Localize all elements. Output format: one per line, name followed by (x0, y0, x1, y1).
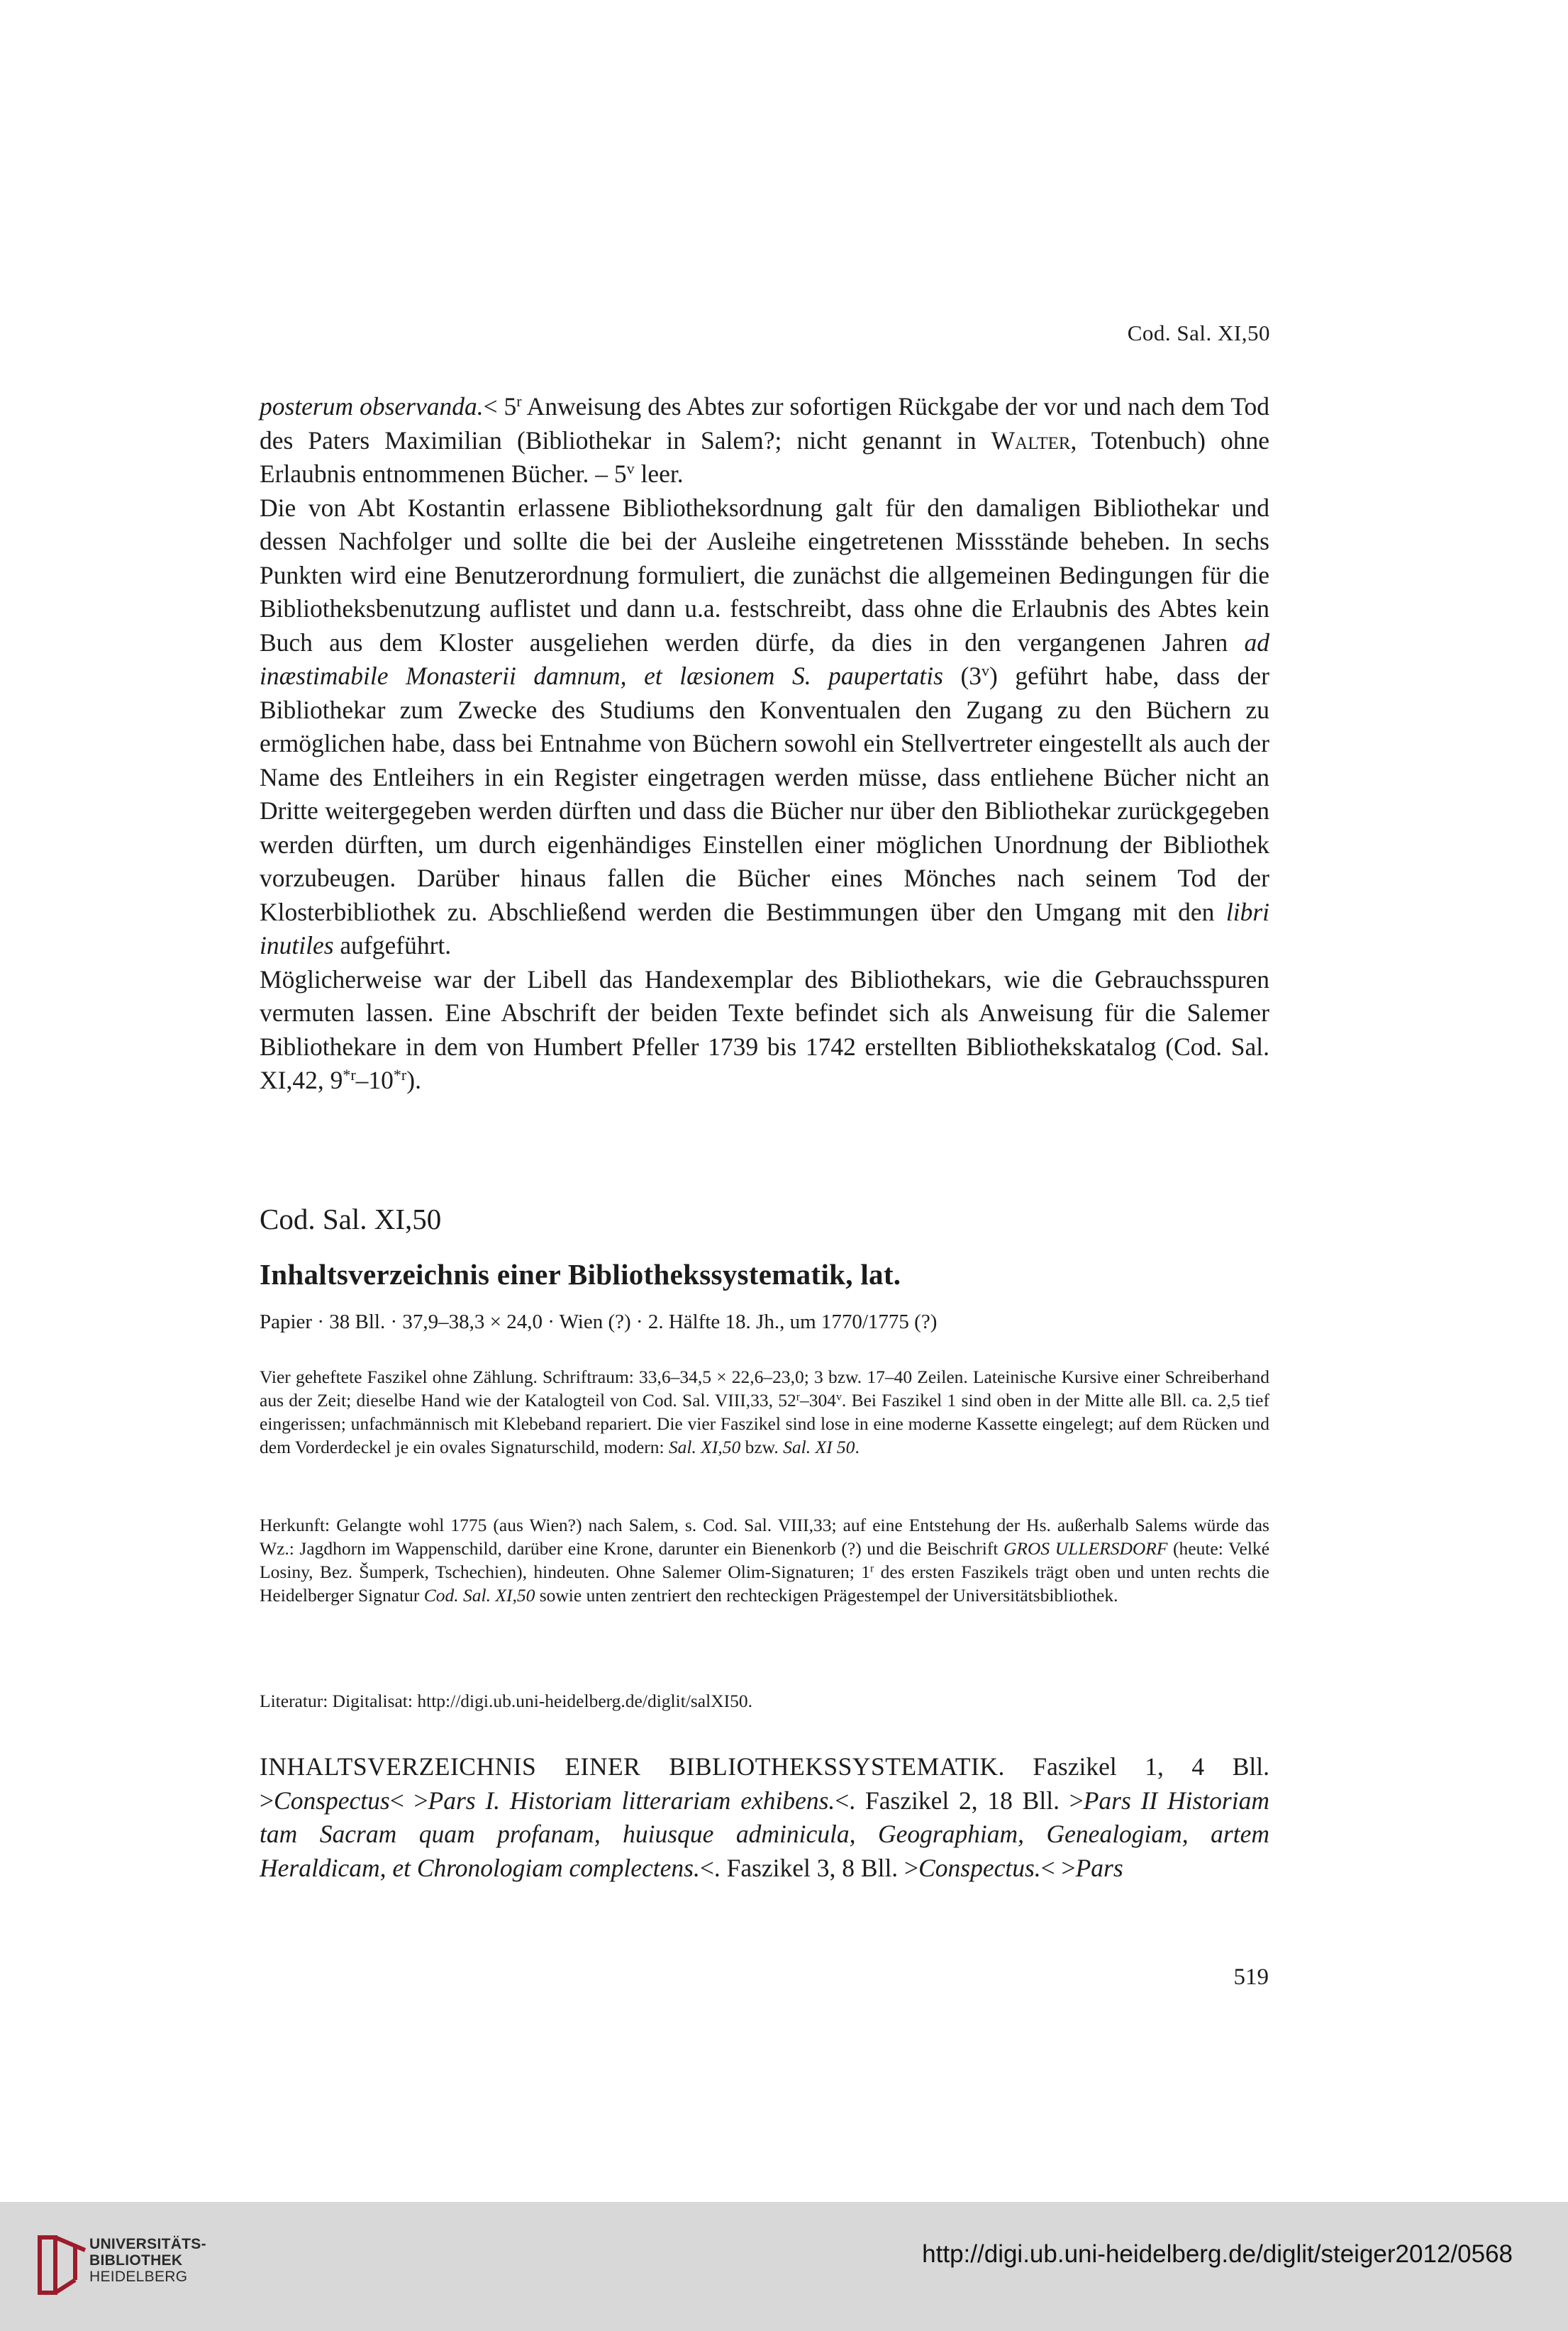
running-head: Cod. Sal. XI,50 (1127, 321, 1270, 345)
continued-text (260, 390, 1269, 1098)
entry-meta: Papier · 38 Bll. · 37,9–38,3 × 24,0 · Wien (?) · 2. Hälfte 18. Jh., um 1770/1775 (?) (260, 1311, 938, 1333)
page-number: 519 (1233, 1964, 1269, 1990)
author-walter: Walter (991, 425, 1071, 455)
entry-title: Inhaltsverzeichnis einer Bibliothekssystematik, lat. (260, 1258, 901, 1291)
entry-contents: INHALTSVERZEICHNIS EINER BIBLIOTHEKSSYSTEMATIK. Faszikel 1, 4 Bll. >Conspectus< >Pars I. Historiam litterariam exhibens.<. Faszikel 2, 18 Bll. >Pars II Historiam tam Sacram quam profanam, huiusque adminicula, Geographiam, Genealogiam, artem Heraldicam, et Chronologiam complectens.<. Faszikel 3, 8 Bll. >Conspectus.< >Pars (260, 1752, 1269, 1882)
paragraph-2: Die von Abt Kostantin erlassene Bibliotheksordnung galt für den damaligen Bibliothekar und dessen Nachfolger und sollte die bei der Ausleihe eingetretenen Missstände beheben. In sechs Punkten wird eine Benutzerordnung formuliert, die zunächst die allgemeinen Bedingungen für die Bibliotheksbenutzung auflistet und dann u.a. festschreibt, dass ohne die Erlaubnis des Abtes kein Buch aus dem Kloster ausgeliehen werden dürfe, da dies in den vergangenen Jahren ad inæstimabile Monasterii damnum, et læsionem S. paupertatis (3$^v$) geführt habe, dass der Bibliothekar zum Zwecke des Studiums den Konventualen den Zugang zu den Büchern zu ermöglichen habe, dass bei Entnahme von Büchern sowohl ein Stellvertreter eingestellt als auch der Name des Entleihers in ein Register eingetragen werden müsse, dass entliehene Bücher nicht an Dritte weitergegeben werden dürften und dass die Bücher nur über den Bibliothekar zurückgegeben werden dürften, um durch eigenhändiges Einstellen einer möglichen Unordnung der Bibliothek vorzubeugen. Darüber hinaus fallen die Bücher eines Mönches nach seinem Tod der Klosterbibliothek zu. Abschließend werden die Bestimmungen über den Umgang mit den libri inutiles aufgeführt. (260, 493, 1269, 959)
entry-description: Vier geheftete Faszikel ohne Zählung. Schriftraum: 33,6–34,5 × 22,6–23,0; 3 bzw. 17–40 Zeilen. Lateinische Kursive einer Schreiberhand aus der Zeit; dieselbe Hand wie der Katalogteil von Cod. Sal. VIII,33, 52$^r$–304$^v$. Bei Faszikel 1 sind oben in der Mitte alle Bll. ca. 2,5 tief eingerissen; unfachmännisch mit Klebeband repariert. Die vier Faszikel sind lose in eine moderne Kassette eingelegt; auf dem Rücken und dem Vorderdeckel je ein ovales Signaturschild, modern: Sal. XI,50 bzw. Sal. XI 50. (260, 1367, 1269, 1457)
footer-bar (0, 2202, 1568, 2331)
library-logo-icon (34, 2230, 91, 2298)
entry-heading: Cod. Sal. XI,50 (260, 1203, 442, 1235)
source-url-link[interactable]: http://digi.ub.uni-heidelberg.de/diglit/steiger2012/0568 (922, 2240, 1513, 2268)
paragraph-3: Möglicherweise war der Libell das Handexemplar des Bibliothekars, wie die Gebrauchsspuren vermuten lassen. Eine Abschrift der beiden Texte befindet sich als Anweisung für die Salemer Bibliothekare in dem von Humbert Pfeller 1739 bis 1742 erstellten Bibliothekskatalog (Cod. Sal. XI,42, 9$^{*r}$–10$^{*r}$). (260, 964, 1269, 1094)
entry-provenance: Herkunft: Gelangte wohl 1775 (aus Wien?) nach Salem, s. Cod. Sal. VIII,33; auf eine Entstehung der Hs. außerhalb Salems würde das Wz.: Jagdhorn im Wappenschild, darüber eine Krone, darunter ein Bienenkorb (?) und die Beischrift GROS ULLERSDORF (heute: Velké Losiny, Bez. Šumperk, Tschechien), hindeuten. Ohne Salemer Olim-Signaturen; 1$^r$ des ersten Faszikels trägt oben und unten rechts die Heidelberger Signatur Cod. Sal. XI,50 sowie unten zentriert den rechteckigen Prägestempel der Universitätsbibliothek. (260, 1515, 1270, 1606)
library-wordmark: UNIVERSITÄTS- BIBLIOTHEK HEIDELBERG (89, 2236, 206, 2285)
entry-literature: Literatur: Digitalisat: http://digi.ub.uni-heidelberg.de/diglit/salXI50. (260, 1691, 752, 1711)
paragraph-1: posterum observanda.< $5^r$ Anweisung des Abtes zur sofortigen Rückgabe der vor und nach dem Tod des Paters Maximilian (Bibliothekar in Salem?; nicht genannt in Walter, Totenbuch) ohne Erlaubnis entnommenen Bücher. – 5$^v$ leer. (260, 391, 1269, 488)
